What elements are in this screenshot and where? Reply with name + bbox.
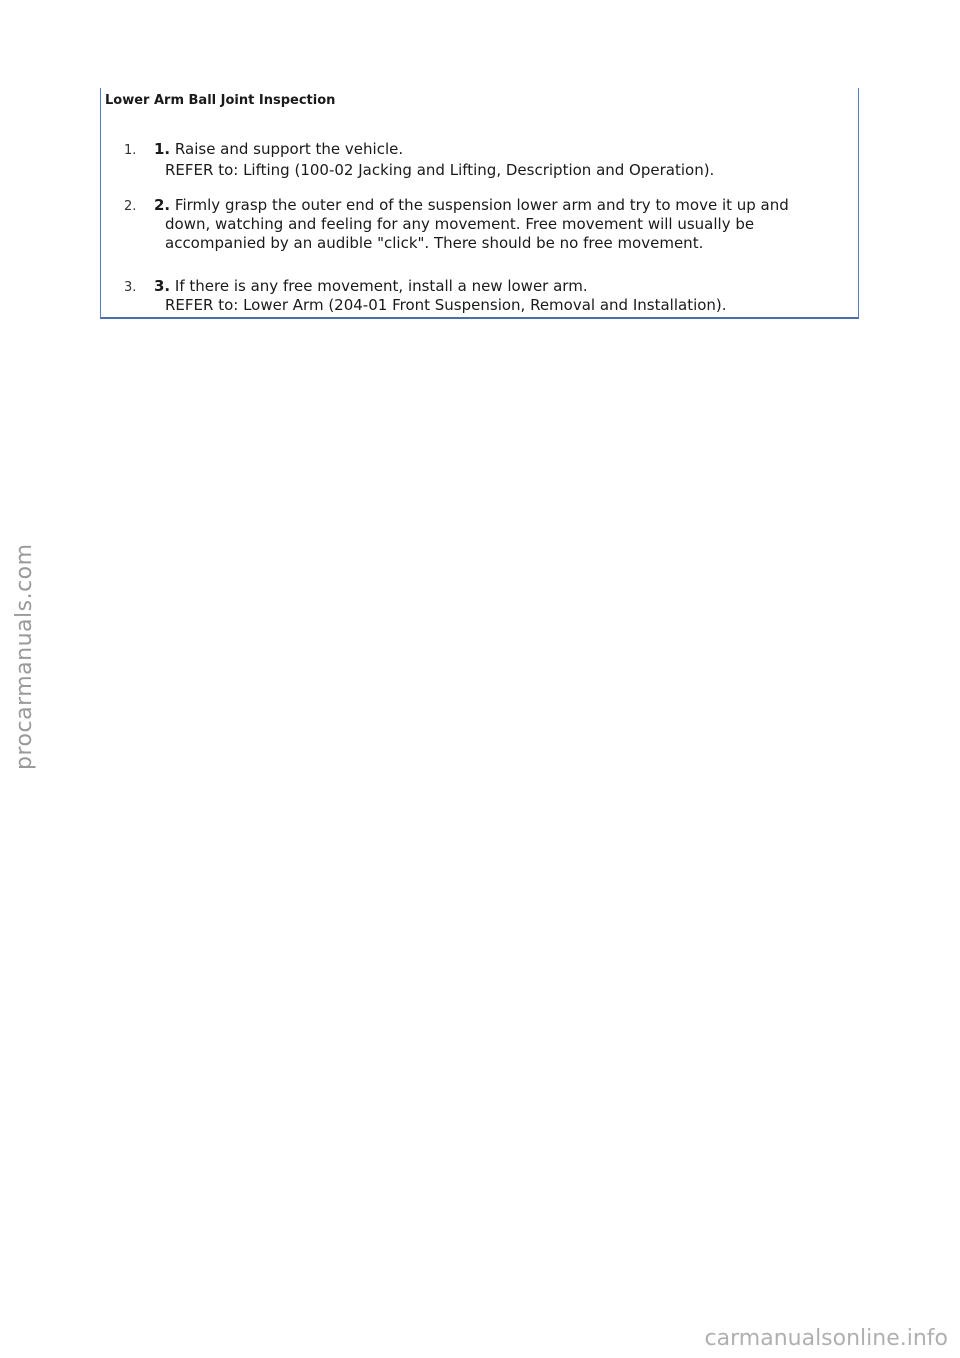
step-reference-link[interactable]: REFER to: Lifting (100-02 Jacking and Lifting, Description and Operation). [165, 161, 715, 179]
step-text: Firmly grasp the outer end of the suspension lower arm and try to move it up and [174, 196, 789, 214]
step-first-line [154, 140, 403, 158]
step-first-line [154, 196, 789, 214]
step-reference-link[interactable]: REFER to: Lower Arm (204-01 Front Suspension, Removal and Installation). [165, 296, 727, 314]
step-text: If there is any free movement, install a new lower arm. [174, 277, 588, 295]
step-text-line: accompanied by an audible "click". There should be no free movement. [165, 234, 704, 252]
step-list-number: 2. [124, 199, 137, 214]
watermark-bottom: carmanualsonline.info [704, 1326, 948, 1351]
section-title: Lower Arm Ball Joint Inspection [105, 93, 336, 108]
step-bold-number: 1. [154, 140, 171, 158]
step-first-line [154, 277, 588, 295]
step-list-number: 3. [124, 280, 137, 295]
step-bold-number: 3. [154, 277, 171, 295]
step-text: Raise and support the vehicle. [174, 140, 404, 158]
inspection-panel [100, 88, 859, 319]
watermark-left: procarmanuals.com [12, 543, 37, 770]
step-bold-number: 2. [154, 196, 171, 214]
step-list-number: 1. [124, 143, 137, 158]
step-text-line: down, watching and feeling for any movement. Free movement will usually be [165, 215, 755, 233]
